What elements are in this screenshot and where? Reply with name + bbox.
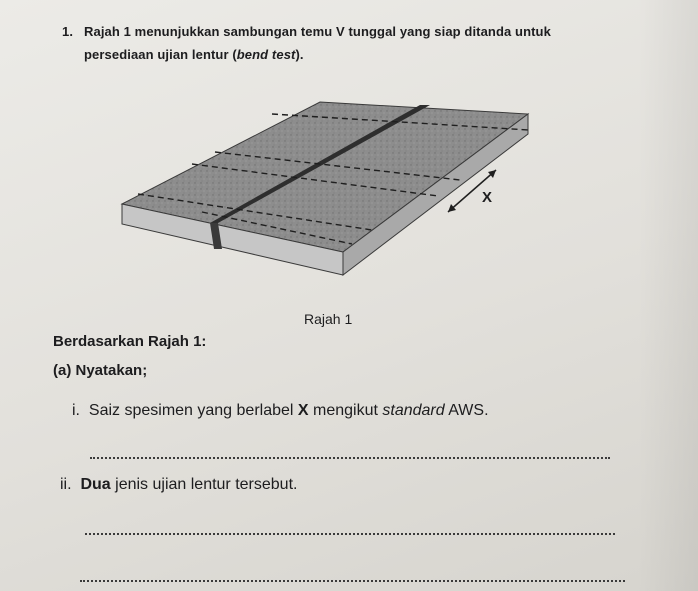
- question-text: [62, 20, 622, 66]
- page-shadow: [638, 0, 698, 591]
- dimension-x-label: X: [482, 189, 493, 206]
- question-line-1: Rajah 1 menunjukkan sambungan temu V tunggal yang siap ditanda untuk: [84, 24, 551, 39]
- question-number: 1.: [62, 24, 74, 39]
- question-line-2: [62, 43, 622, 66]
- answer-line-2[interactable]: [85, 533, 615, 535]
- item-i-prefix: Saiz spesimen yang berlabel: [88, 402, 298, 419]
- butt-joint-figure: [110, 92, 550, 307]
- item-i-label: i.: [72, 402, 80, 419]
- question-line-2-prefix: persediaan ujian lentur (: [84, 47, 237, 62]
- bend-test-term: bend test: [236, 47, 296, 62]
- item-i-suffix: AWS.: [444, 402, 489, 419]
- figure-caption: Rajah 1: [304, 311, 353, 327]
- item-i-middle: mengikut: [308, 402, 383, 419]
- item-ii-bold: Dua: [80, 476, 111, 493]
- item-i: [72, 402, 489, 420]
- prompt-text: Berdasarkan Rajah 1:: [53, 333, 207, 350]
- answer-line-1[interactable]: [90, 457, 610, 459]
- answer-line-3[interactable]: [80, 580, 625, 582]
- item-ii-suffix: jenis ujian lentur tersebut.: [110, 476, 298, 493]
- item-i-bold: X: [297, 402, 309, 419]
- item-ii-label: ii.: [60, 476, 72, 493]
- part-a-label: (a) Nyatakan;: [53, 362, 148, 379]
- question-line-2-suffix: ).: [295, 47, 304, 62]
- item-i-italic: standard: [382, 402, 445, 419]
- item-ii: [60, 476, 297, 494]
